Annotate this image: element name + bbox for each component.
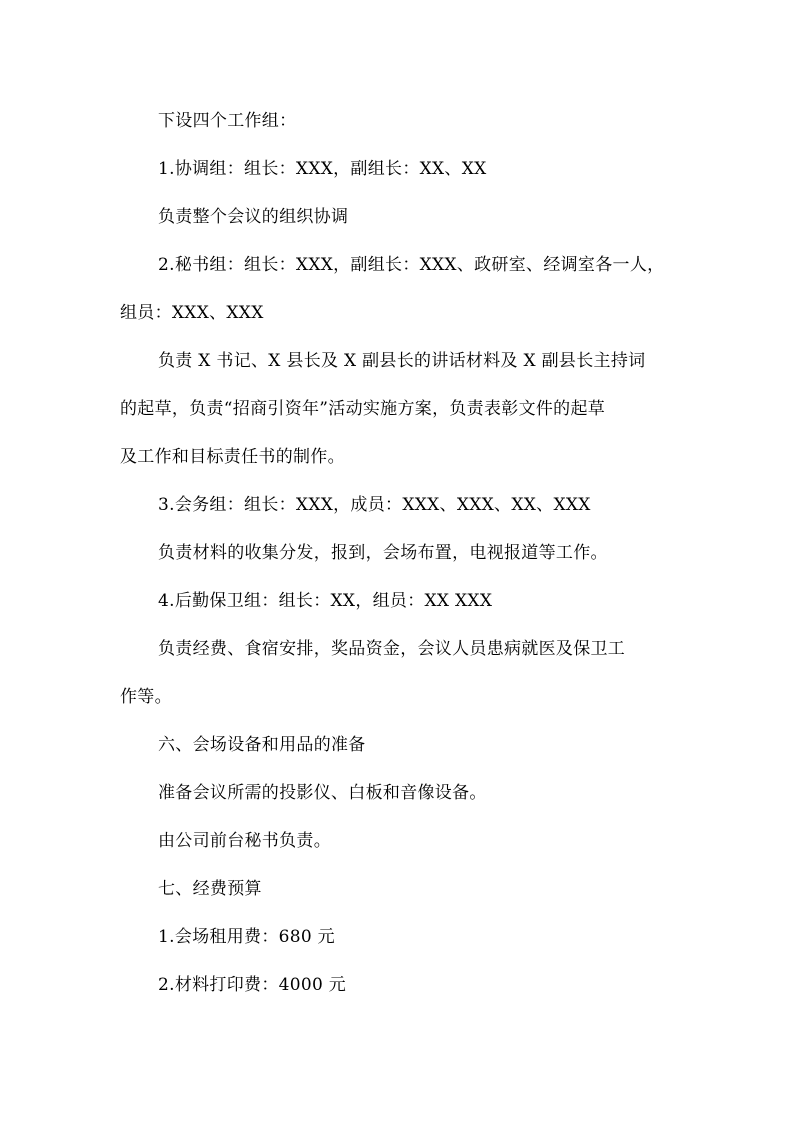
paragraph-secretary-duty-3: 及工作和目标责任书的制作。 xyxy=(120,447,345,467)
paragraph-secretary-members: 组员：XXX、XXX xyxy=(120,303,264,323)
paragraph-coordination-duty: 负责整个会议的组织协调 xyxy=(158,207,349,227)
paragraph-budget-venue: 1.会场租用费：680 元 xyxy=(158,927,335,947)
paragraph-budget-printing: 2.材料打印费：4000 元 xyxy=(158,975,347,995)
paragraph-secretary-group: 2.秘书组：组长：XXX，副组长：XXX、政研室、经调室各一人， xyxy=(158,255,665,275)
paragraph-affairs-group: 3.会务组：组长：XXX，成员：XXX、XXX、XX、XXX xyxy=(158,495,591,515)
paragraph-logistics-duty-2: 作等。 xyxy=(120,687,172,707)
paragraph-secretary-duty-1: 负责 X 书记、X 县长及 X 副县长的讲话材料及 X 副县长主持词 xyxy=(158,351,646,371)
paragraph-affairs-duty: 负责材料的收集分发，报到，会场布置，电视报道等工作。 xyxy=(158,543,608,563)
paragraph-secretary-duty-2: 的起草，负责“招商引资年”活动实施方案，负责表彰文件的起草 xyxy=(120,399,606,419)
paragraph-coordination-group: 1.协调组：组长：XXX，副组长：XX、XX xyxy=(158,159,487,179)
paragraph-logistics-group: 4.后勤保卫组：组长：XX，组员：XX XXX xyxy=(158,591,493,611)
section-heading-equipment: 六、会场设备和用品的准备 xyxy=(158,735,366,755)
paragraph-equipment-prep: 准备会议所需的投影仪、白板和音像设备。 xyxy=(158,783,487,803)
paragraph-logistics-duty-1: 负责经费、食宿安排，奖品资金，会议人员患病就医及保卫工 xyxy=(158,639,626,659)
paragraph-working-groups-intro: 下设四个工作组： xyxy=(158,111,297,131)
paragraph-equipment-owner: 由公司前台秘书负责。 xyxy=(158,831,331,851)
section-heading-budget: 七、经费预算 xyxy=(158,879,262,899)
